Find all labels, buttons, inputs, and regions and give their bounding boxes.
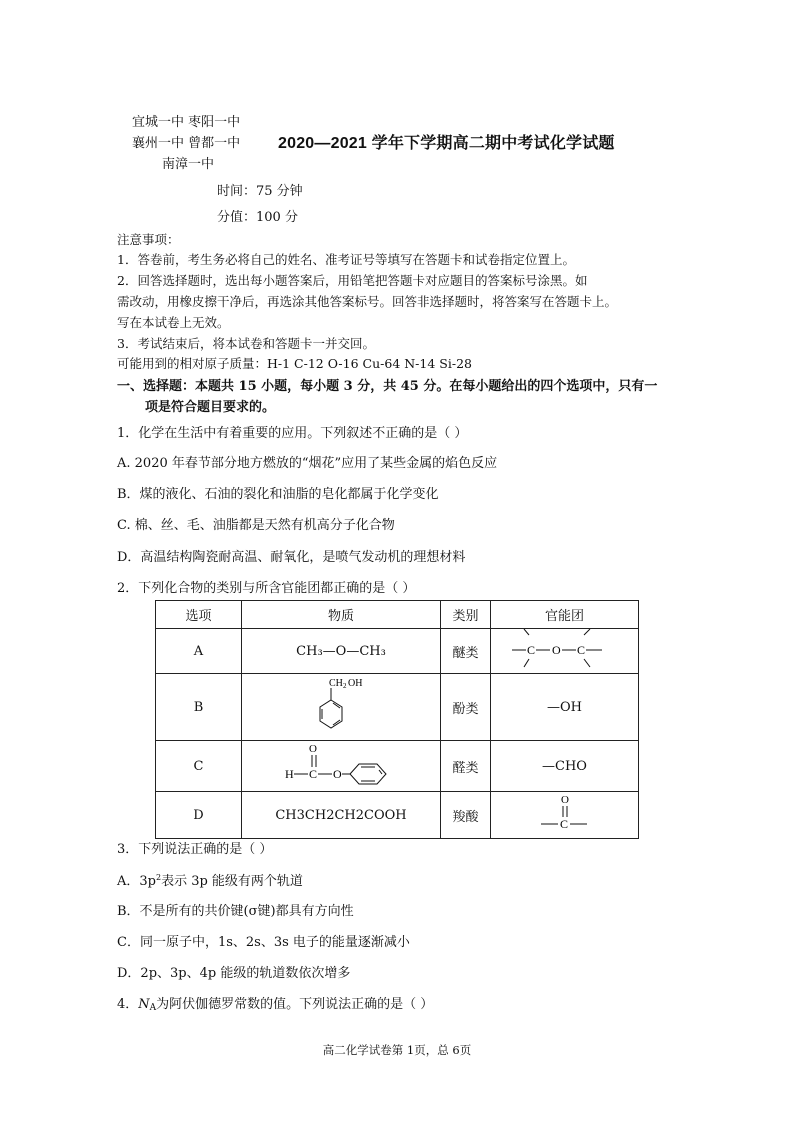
header-option: 选项 [156, 601, 242, 629]
q2-table [155, 600, 639, 839]
row-d-category: 羧酸 [441, 792, 491, 839]
q1-option-c: C. 棉、丝、毛、油脂都是天然有机高分子化合物 [117, 518, 395, 533]
row-a-option: A [156, 629, 242, 674]
note-2-line-1: 2．回答选择题时，选出每小题答案后，用铅笔把答题卡对应题目的答案标号涂黑。如 [117, 273, 588, 288]
row-c-option: C [156, 741, 242, 792]
q1-option-b: B．煤的液化、石油的裂化和油脂的皂化都属于化学变化 [117, 487, 439, 502]
q3-option-c: C．同一原子中，1s、2s、3s 电子的能量逐渐减小 [117, 935, 410, 950]
table-row [156, 629, 639, 674]
header-substance: 物质 [242, 601, 441, 629]
svg-text:O: O [560, 794, 569, 806]
table-row [156, 741, 639, 792]
svg-text:C: C [559, 817, 568, 831]
ether-linkage-structure [510, 629, 620, 669]
q3-option-a: A．$3p^2$表示 3p 能级有两个轨道 [117, 873, 303, 889]
schools-line-2: 襄州一中 曾都一中 [132, 136, 241, 151]
svg-text:H: H [285, 767, 294, 781]
note-3: 3．考试结束后，将本试卷和答题卡一并交回。 [117, 336, 375, 351]
q3-option-d: D．2p、3p、4p 能级的轨道数依次增多 [117, 966, 351, 981]
table-row [156, 792, 639, 839]
svg-text:C: C [309, 767, 318, 781]
svg-text:CH: CH [329, 678, 343, 689]
section-1-heading-line-1: 一、选择题：本题共 15 小题，每小题 3 分，共 45 分。在每小题给出的四个选项中，只有一 [117, 379, 658, 394]
benzyl-alcohol-structure [301, 674, 381, 736]
phenyl-formate-structure [281, 741, 401, 787]
schools-line-3: 南漳一中 [162, 157, 215, 172]
row-a-substance: CH₃—O—CH₃ [242, 629, 441, 674]
svg-text:O: O [551, 643, 561, 657]
row-b-group: —OH [491, 674, 639, 741]
row-c-group: —CHO [491, 741, 639, 792]
note-2-line-2: 需改动，用橡皮擦干净后，再选涂其他答案标号。回答非选择题时，将答案写在答题卡上。 [117, 294, 618, 309]
header-functional-group: 官能团 [491, 601, 639, 629]
row-d-substance: CH3CH2CH2COOH [242, 792, 441, 839]
page-title: 2020—2021 学年下学期高二期中考试化学试题 [278, 135, 615, 152]
svg-text:C: C [576, 643, 585, 657]
svg-text:2: 2 [343, 682, 347, 690]
carbonyl-structure [535, 792, 595, 834]
row-c-category: 醛类 [441, 741, 491, 792]
row-b-option: B [156, 674, 242, 741]
note-1: 1．答卷前，考生务必将自己的姓名、准考证号等填写在答题卡和试卷指定位置上。 [117, 252, 575, 267]
q1-option-d: D．高温结构陶瓷耐高温、耐氧化，是喷气发动机的理想材料 [117, 550, 466, 565]
table-header-row [156, 601, 639, 629]
svg-text:C: C [526, 643, 535, 657]
q1-stem: 1．化学在生活中有着重要的应用。下列叙述不正确的是（ ） [117, 426, 468, 441]
notes-heading: 注意事项： [117, 232, 180, 247]
svg-text:O: O [333, 767, 342, 781]
q3-option-b: B．不是所有的共价键(σ键)都具有方向性 [117, 904, 354, 919]
row-c-substance [242, 741, 441, 792]
q1-option-a: A. 2020 年春节部分地方燃放的“烟花”应用了某些金属的焰色反应 [117, 456, 498, 471]
row-a-category: 醚类 [441, 629, 491, 674]
row-b-category: 酚类 [441, 674, 491, 741]
q3-stem: 3．下列说法正确的是（ ） [117, 842, 273, 857]
row-a-group [491, 629, 639, 674]
table-row [156, 674, 639, 741]
schools-line-1: 宜城一中 枣阳一中 [132, 115, 241, 130]
row-d-group [491, 792, 639, 839]
header-category: 类别 [441, 601, 491, 629]
svg-text:OH: OH [348, 678, 363, 689]
exam-score: 分值：100 分 [217, 210, 298, 225]
exam-time: 时间：75 分钟 [217, 184, 303, 199]
q2-stem: 2．下列化合物的类别与所含官能团都正确的是（ ） [117, 581, 416, 596]
svg-text:O: O [309, 743, 317, 755]
page-footer: 高二化学试卷第 1页，总 6页 [322, 1043, 472, 1057]
row-b-substance [242, 674, 441, 741]
row-d-option: D [156, 792, 242, 839]
atomic-masses: 可能用到的相对原子质量：H-1 C-12 O-16 Cu-64 N-14 Si-28 [117, 356, 472, 371]
q4-stem: 4．$N_A$为阿伏伽德罗常数的值。下列说法正确的是（ ） [117, 997, 434, 1013]
section-1-heading-line-2: 项是符合题目要求的。 [145, 400, 276, 415]
note-2-line-3: 写在本试卷上无效。 [117, 315, 230, 330]
